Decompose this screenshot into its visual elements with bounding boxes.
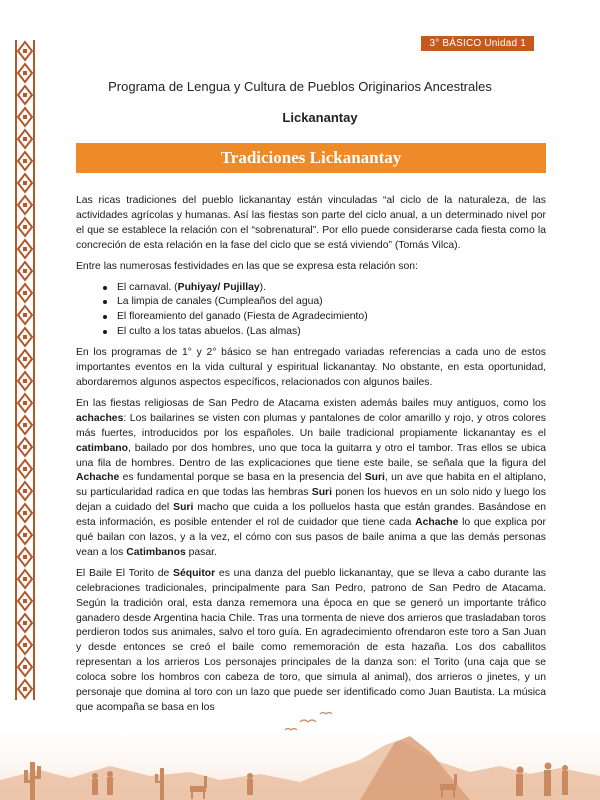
program-title: Programa de Lengua y Cultura de Pueblos Originarios Ancestrales bbox=[108, 79, 492, 94]
list-item: El carnaval. (Puhiyay/ Pujillay). bbox=[117, 281, 546, 296]
people-title: Lickanantay bbox=[282, 110, 358, 125]
list-item: El culto a los tatas abuelos. (Las almas) bbox=[117, 325, 546, 340]
document-body bbox=[76, 194, 546, 722]
paragraph-achaches: En las fiestas religiosas de San Pedro de Atacama existen además bailes muy antiguos, como los achaches: Los bailarines se visten con plumas y pantalones de color amarillo y rojo, y otros colores más fuertes, introducidos por los españoles. Un baile tradicional propiamente lickanantay es el catimbano, bailado por dos hombres, uno que toca la guitarra y otro el tambor. Tras ellos se ubica una fila de hombres. Dentro de las explicaciones que tiene este baile, se señala que la figura del Achache es fundamental porque se basa en la presencia del Suri, un ave que habita en el altiplano, su particularidad radica en que todas las hembras Suri ponen los huevos en un solo nido y luego los dejan a cuidado del Suri macho que cuida a los polluelos hasta que están grandes. Basándose en esta información, es posible entender el rol de cuidador que tiene cada Achache lo que explica por qué bailan con lazos, y a la vez, el cómo con sus pasos de baile anima a que las demás personas vean a los Catimbanos pasar. bbox=[76, 397, 547, 558]
list-item: El floreamiento del ganado (Fiesta de Agradecimiento) bbox=[117, 310, 546, 325]
paragraph-festivities-intro: Entre las numerosas festividades en las que se expresa esta relación son: bbox=[76, 260, 418, 272]
decorative-left-border bbox=[14, 40, 36, 700]
list-item: La limpia de canales (Cumpleaños del agua) bbox=[117, 295, 546, 310]
section-banner bbox=[76, 143, 546, 173]
paragraph-programs: En los programas de 1° y 2° básico se han entregado variadas referencias a cada uno de estos importantes eventos en la vida cultural y espiritual lickanantay. No obstante, en esta oportunidad, abordaremos algunos aspectos específicos, relacionados con algunos bailes. bbox=[76, 347, 546, 388]
festivities-list bbox=[76, 281, 546, 341]
section-banner-title: Tradiciones Lickanantay bbox=[220, 148, 402, 167]
paragraph-intro: Las ricas tradiciones del pueblo lickanantay están vinculadas “al ciclo de la naturaleza, de las actividades agrícolas y humanas. Así las fiestas son parte del ciclo anual, a un determinado nivel por el que se establece la relación con el “sobrenatural”. Por ello puede considerarse cada fiesta como la concreción de esta relación en la fase del ciclo que se está viviendo” (Tomás Vilca). bbox=[76, 195, 546, 251]
paragraph-torito: El Baile El Torito de Séquitor es una danza del pueblo lickanantay, que se lleva a cabo durante las celebraciones tradicionales, principalmente para San Pedro, patrono de San Pedro de Atacama. Según la tradición oral, esta danza rememora una época en que se generó un importante tráfico ganadero desde Argentina hacia Chile. Tras una tormenta de nieve dos arrieros que trasladaban toros perdieron todos sus animales, salvo el toro guía. En agradecimiento ofrendaron este toro a San Juan y desde entonces se creó el baile como rememoración de esta hazaña. Los dos caballitos representan a los arrieros Los personajes principales de la danza son: el Torito (una caja que se coloca sobre los hombros con cabeza de toro, que simula al animal), dos arrieros o jinetes, y un personaje que domina al toro con un lazo que puede ser identificado como Juan Bautista. La música que acompaña se basa en los bbox=[76, 567, 546, 713]
unit-tab: 3° BÁSICO Unidad 1 bbox=[421, 36, 534, 51]
landscape-silhouette-illustration bbox=[0, 700, 600, 800]
